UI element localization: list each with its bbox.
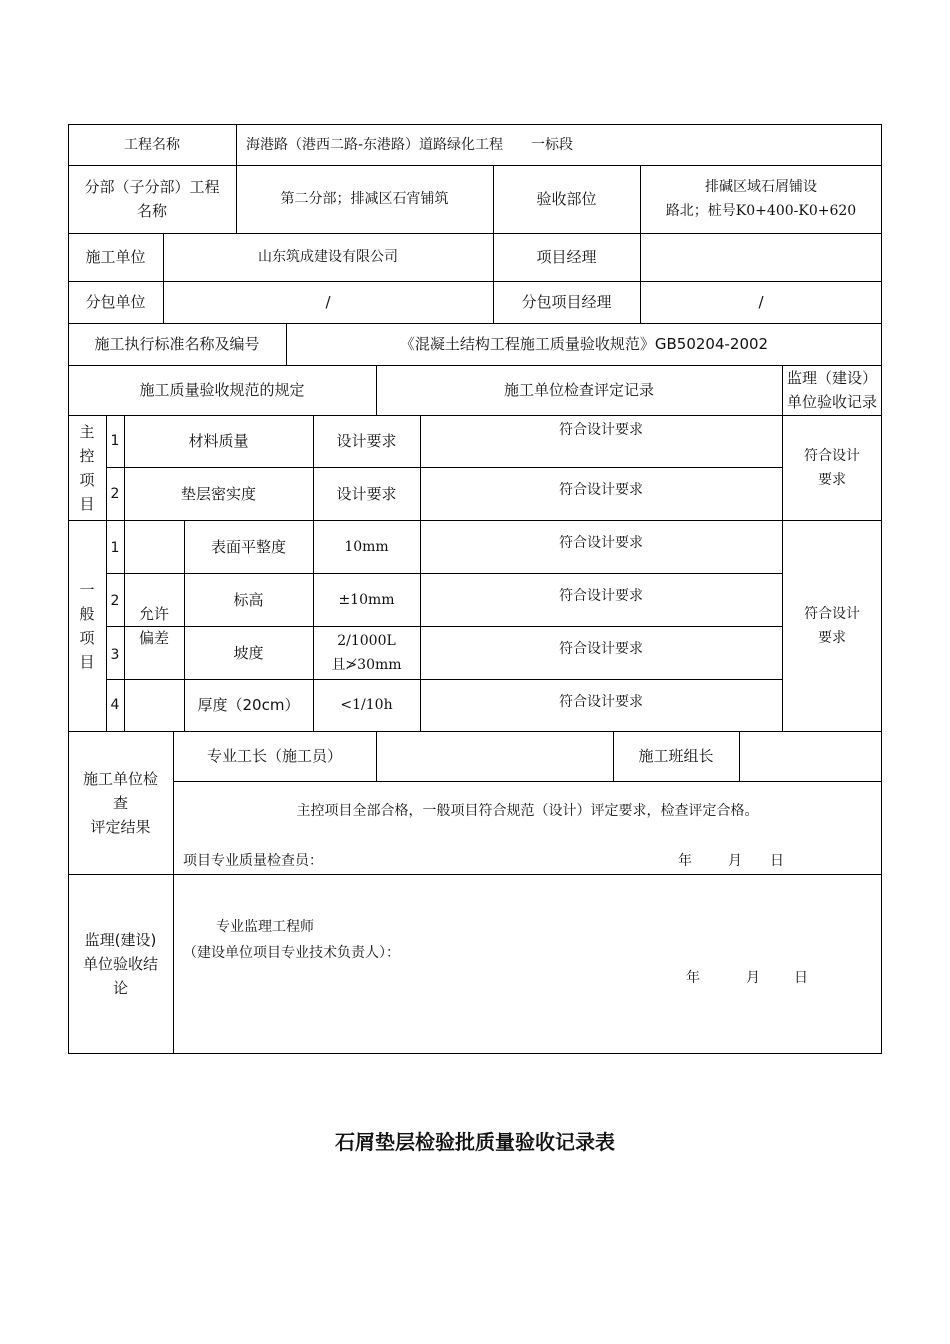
main-control-supervision-line1: 符合设计 — [804, 447, 860, 464]
general-item-name: 表面平整度 — [210, 537, 286, 556]
subdivision-value: 第二分部；排减区石宵铺筑 — [280, 191, 449, 207]
general-item-no: 3 — [110, 647, 120, 663]
general-item-no: 4 — [110, 697, 120, 713]
supervision-conclusion-label-line2: 单位验收结 — [82, 955, 158, 973]
general-item-name: 厚度（20cm） — [197, 696, 300, 714]
check-result-day: 日 — [770, 853, 784, 869]
project-manager-label: 项目经理 — [536, 248, 597, 266]
acceptance-part-label: 验收部位 — [536, 190, 597, 208]
column-header-check: 施工单位检查评定记录 — [503, 381, 654, 399]
general-item-name: 标高 — [233, 590, 264, 609]
team-leader-value — [739, 731, 882, 781]
main-control-item-name: 材料质量 — [188, 432, 249, 450]
supervision-conclusion-label-line1: 监理(建设) — [84, 931, 157, 949]
main-control-item-no: 1 — [110, 433, 120, 449]
supervision-conclusion-label-line3: 论 — [112, 979, 128, 997]
supervision-month: 月 — [746, 970, 760, 986]
check-result-label — [68, 731, 173, 874]
check-result-month: 月 — [728, 853, 742, 869]
general-item-no: 2 — [110, 593, 120, 609]
column-header-supervision — [782, 365, 882, 415]
general-item-record: 符合设计要求 — [559, 588, 643, 604]
general-item-record: 符合设计要求 — [559, 694, 643, 710]
project-manager-value — [640, 233, 882, 281]
check-result-label-line3: 评定结果 — [90, 817, 151, 836]
check-result-year: 年 — [678, 853, 692, 869]
subcontract-unit-value: / — [325, 293, 331, 311]
main-control-label — [68, 415, 106, 520]
general-supervision-line1: 符合设计 — [804, 605, 860, 622]
main-control-item-requirement: 设计要求 — [336, 484, 397, 503]
main-control-item-record: 符合设计要求 — [559, 482, 643, 498]
main-control-supervision-line2: 要求 — [818, 471, 846, 488]
column-header-supervision-line2: 单位验收记录 — [786, 393, 877, 411]
tolerance-label — [124, 520, 184, 731]
general-item-requirement: 10mm — [344, 538, 389, 555]
tolerance-label-line2: 偏差 — [138, 628, 169, 647]
foreman-label: 专业工长（施工员） — [206, 747, 342, 765]
main-control-item-name: 垫层密实度 — [180, 484, 256, 503]
standard-value: 《混凝土结构工程施工质量验收规范》GB50204-2002 — [399, 335, 769, 353]
general-item-name: 坡度 — [233, 643, 264, 662]
general-item-requirement: <1/10h — [340, 697, 393, 713]
construction-unit-label: 施工单位 — [85, 248, 146, 266]
general-item-record: 符合设计要求 — [559, 535, 643, 551]
subcontract-unit-label: 分包单位 — [85, 293, 146, 311]
main-control-char: 控 — [79, 446, 95, 465]
team-leader-label: 施工班组长 — [638, 747, 714, 765]
acceptance-part-value-line1: 排碱区域石屑铺设 — [705, 179, 817, 195]
tolerance-label-line1: 允许 — [138, 604, 169, 623]
main-control-char: 项 — [79, 470, 95, 489]
column-header-supervision-line1: 监理（建设） — [786, 369, 877, 387]
main-control-char: 目 — [79, 494, 95, 513]
main-control-item-no: 2 — [110, 485, 120, 502]
supervision-conclusion-label — [68, 874, 173, 1054]
general-supervision — [782, 520, 882, 731]
construction-unit-value: 山东筑成建设有限公司 — [258, 249, 398, 265]
subcontract-manager-value: / — [758, 293, 764, 311]
general-item-requirement-line2: 且≯30mm — [331, 656, 402, 673]
subdivision-label-line1: 分部（子分部）工程 — [84, 178, 220, 196]
general-item-record: 符合设计要求 — [559, 641, 643, 657]
acceptance-part-value-line2: 路北；桩号K0+400-K0+620 — [665, 203, 857, 219]
document-title: 石屑垫层检验批质量验收记录表 — [335, 1130, 615, 1154]
subdivision-label — [68, 165, 236, 233]
general-items-char: 一 — [79, 580, 95, 599]
supervision-day: 日 — [794, 970, 808, 986]
project-name-label: 工程名称 — [124, 136, 180, 153]
general-item-no: 1 — [110, 540, 120, 556]
general-supervision-line2: 要求 — [818, 629, 846, 646]
main-control-supervision — [782, 415, 882, 520]
check-result-label-line1: 施工单位检 — [82, 769, 158, 788]
project-name-value: 海港路（港西二路-东港路）道路绿化工程 一标段 — [246, 136, 574, 153]
general-items-char: 项 — [79, 628, 95, 647]
main-control-item-requirement: 设计要求 — [336, 432, 397, 450]
subcontract-manager-label: 分包项目经理 — [521, 293, 612, 311]
general-item-requirement-line1: 2/1000L — [337, 632, 396, 649]
supervision-engineer-line2: （建设单位项目专业技术负责人）： — [183, 945, 400, 961]
quality-inspector-label: 项目专业质量检查员： — [183, 853, 323, 869]
general-items-label — [68, 520, 106, 731]
foreman-value — [376, 731, 613, 781]
column-header-spec: 施工质量验收规范的规定 — [139, 381, 305, 399]
standard-label: 施工执行标准名称及编号 — [94, 335, 260, 353]
general-items-char: 般 — [79, 604, 95, 623]
supervision-year: 年 — [686, 970, 700, 986]
general-items-char: 目 — [79, 652, 95, 671]
subdivision-label-line2: 名称 — [136, 202, 167, 220]
main-control-item-record: 符合设计要求 — [559, 422, 643, 438]
supervision-engineer-line1: 专业监理工程师 — [216, 919, 314, 935]
acceptance-part-value — [640, 165, 882, 233]
general-item-requirement — [313, 626, 420, 679]
general-item-requirement: ±10mm — [338, 591, 395, 608]
main-control-char: 主 — [79, 422, 95, 441]
check-result-conclusion: 主控项目全部合格，一般项目符合规范（设计）评定要求，检查评定合格。 — [296, 803, 759, 819]
check-result-label-line2: 查 — [112, 793, 128, 812]
